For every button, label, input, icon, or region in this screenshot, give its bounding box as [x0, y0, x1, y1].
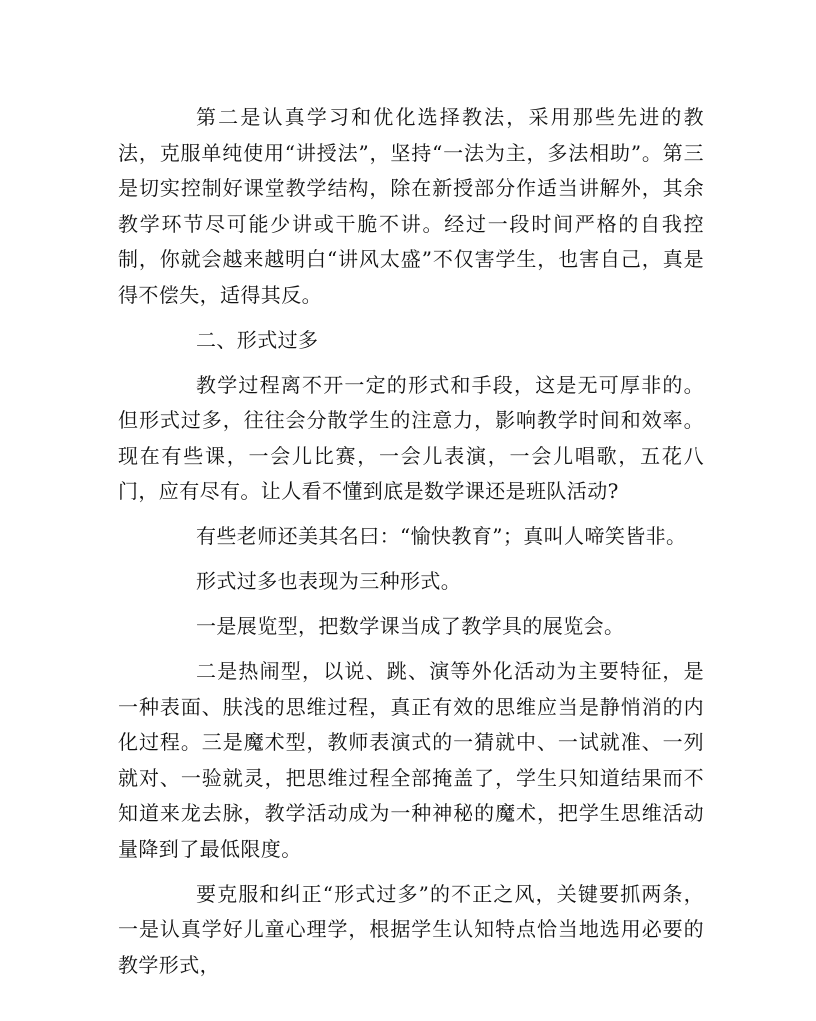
document-body	[118, 100, 704, 993]
paragraph-lively-magic-type: 二是热闹型，以说、跳、演等外化活动为主要特征，是一种表面、肤浅的思维过程，真正有效的思维应当是静悄消的内化过程。三是魔术型，教师表演式的一猜就中、一试就准、一列就对、一验就灵，把思维过程全部掩盖了，学生只知道结果而不知道来龙去脉，教学活动成为一种神秘的魔术，把学生思维活动量降到了最低限度。	[118, 659, 704, 861]
paragraph-three-forms: 形式过多也表现为三种形式。	[196, 569, 462, 593]
paragraph-happy-education: 有些老师还美其名曰：“愉快教育”；真叫人啼笑皆非。	[196, 524, 687, 548]
paragraph-overcome-forms: 要克服和纠正“形式过多”的不正之风，关键要抓两条，一是认真学好儿童心理学，根据学生认知特点恰当地选用必要的教学形式，	[118, 881, 704, 977]
section-heading-too-many-forms: 二、形式过多	[196, 327, 319, 352]
paragraph-exhibition-type: 一是展览型，把数学课当成了教学具的展览会。	[196, 614, 625, 638]
paragraph-teaching-methods: 第二是认真学习和优化选择教法，采用那些先进的教法，克服单纯使用“讲授法”，坚持“一法为主，多法相助”。第三是切实控制好课堂教学结构，除在新授部分作适当讲解外，其余教学环节尽可能少讲或干脆不讲。经过一段时间严格的自我控制，你就会越来越明白“讲风太盛”不仅害学生，也害自己，真是得不偿失，适得其反。	[118, 105, 704, 307]
paragraph-forms-intro: 教学过程离不开一定的形式和手段，这是无可厚非的。但形式过多，往往会分散学生的注意力，影响教学时间和效率。现在有些课，一会儿比赛，一会儿表演，一会儿唱歌，五花八门，应有尽有。让人看不懂到底是数学课还是班队活动?	[118, 372, 704, 503]
